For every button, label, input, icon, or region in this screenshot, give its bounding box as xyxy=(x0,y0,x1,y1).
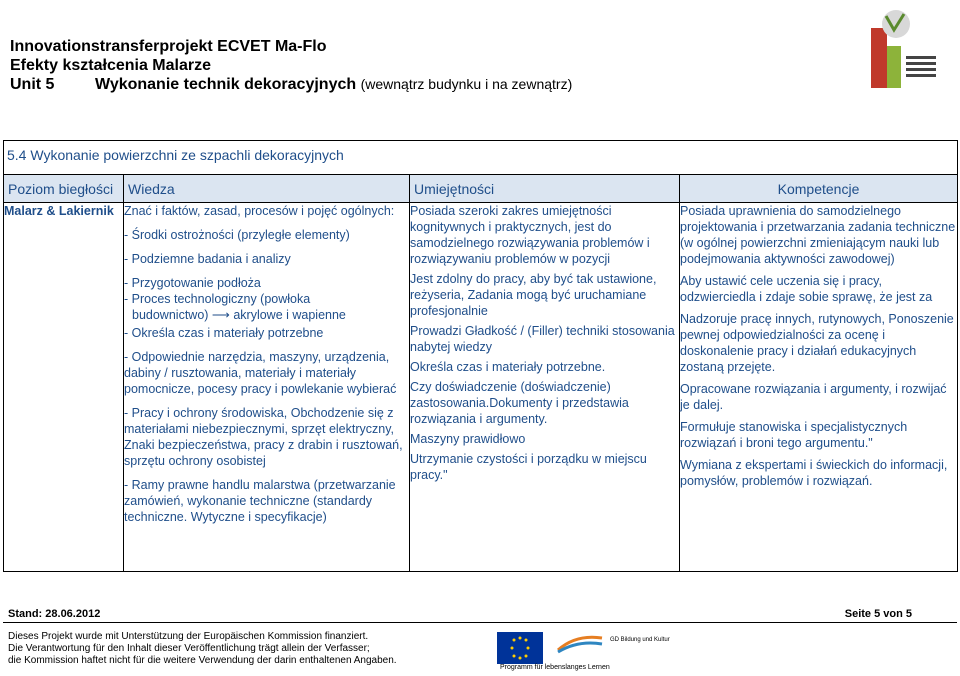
competence-item: Aby ustawić cele uczenia się i pracy, odzwierciedla i zdaje sobie sprawę, że jest za xyxy=(680,274,933,304)
competence-item: Wymiana z ekspertami i świeckich do informacji, pomysłów, problemów i rozwiązań. xyxy=(680,458,948,488)
footer-divider xyxy=(3,622,957,623)
doc-title-line2: Efekty kształcenia Malarze xyxy=(10,57,211,74)
unit-label: Unit 5 xyxy=(10,76,55,93)
knowledge-item: - Określa czas i materiały potrzebne xyxy=(124,326,324,340)
knowledge-cell xyxy=(124,203,410,572)
competence-item: Posiada uprawnienia do samodzielnego projektowania i przetwarzania zadania techniczne (w ogólnej powierzchni zmieniającym nauki lub podejmowania aktywności zawodowej) xyxy=(680,204,956,266)
knowledge-item: - Pracy i ochrony środowiska, Obchodzenie się z materiałami niebezpiecznymi, sprzęt elektryczny, Znaki bezpieczeństwa, pracy z drabin i rusztowań, sprzętu ochrony osobistej xyxy=(124,406,403,468)
header-level xyxy=(4,175,124,203)
skill-item: Utrzymanie czystości i porządku w miejscu pracy." xyxy=(410,452,647,482)
knowledge-item: - Proces technologiczny (powłoka xyxy=(124,292,311,306)
knowledge-subitem xyxy=(124,307,409,323)
page-number: Seite 5 von 5 xyxy=(844,608,912,620)
program-label: Programm für lebenslanges Lernen xyxy=(500,664,610,671)
header-competences xyxy=(680,175,958,203)
knowledge-item: - Środki ostrożności (przyległe elementy) xyxy=(124,228,350,242)
section-title: 5.4 Wykonanie powierzchni ze szpachli dekoracyjnych xyxy=(4,141,958,175)
skill-item: Posiada szeroki zakres umiejętności kognitywnych i praktycznych, jest do samodzielnego rozwiązywania problemów i rozwiązywaniu problemów w pozycji xyxy=(410,204,650,266)
gd-label: GD Bildung und Kultur xyxy=(610,637,670,643)
knowledge-item: - Ramy prawne handlu malarstwa (przetwarzanie zamówień, wykonanie techniczne (standardy techniczne. Wytyczne i specyfikacje) xyxy=(124,478,396,524)
role-cell: Malarz & Lakiernik xyxy=(4,203,124,572)
knowledge-intro: Znać i faktów, zasad, procesów i pojęć ogólnych: xyxy=(124,204,395,218)
skill-item: Czy doświadczenie (doświadczenie) zastosowania.Dokumenty i przedstawia rozwiązania i argumenty. xyxy=(410,380,629,426)
skill-item: Maszyny prawidłowo xyxy=(410,432,526,446)
disclaimer-line: Dieses Projekt wurde mit Unterstützung der Europäischen Kommission finanziert. xyxy=(8,631,369,642)
header-skills xyxy=(410,175,680,203)
doc-title-unit xyxy=(10,75,572,94)
ecvet-logo xyxy=(868,6,944,90)
gd-logo-icon xyxy=(556,632,604,654)
competence-table xyxy=(3,140,958,572)
header-knowledge-label: Wiedza xyxy=(128,180,175,197)
skill-item: Jest zdolny do pracy, aby być tak ustawione, reżyseria, Zadania mogą być uruchamiane profesjonalnie xyxy=(410,272,657,318)
competence-item: Opracowane rozwiązania i argumenty, i rozwijać je dalej. xyxy=(680,382,947,412)
knowledge-item: - Przygotowanie podłoża xyxy=(124,276,261,290)
header-skills-label: Umiejętności xyxy=(414,180,495,197)
arrow-icon: ⟶ xyxy=(211,308,230,322)
header-competences-label: Kompetencje xyxy=(777,180,860,197)
stand-date: Stand: 28.06.2012 xyxy=(8,608,101,620)
competence-item: Nadzoruje pracę innych, rutynowych, Ponoszenie pewnej odpowiedzialności za ocenę i doskonalenie pracy i działań edukacyjnych zostaną przejęte. xyxy=(680,312,954,374)
doc-title-line1: Innovationstransferprojekt ECVET Ma-Flo xyxy=(10,38,327,55)
skill-item: Prowadzi Gładkość / (Filler) techniki stosowania nabytej wiedzy xyxy=(410,324,675,354)
knowledge-item: - Odpowiednie narzędzia, maszyny, urządzenia, dabiny / rusztowania, materiały i materiały pomocnicze, pocesy pracy i powlekanie wybierać xyxy=(124,350,397,396)
knowledge-item: - Podziemne badania i analizy xyxy=(124,252,291,266)
skill-item: Określa czas i materiały potrzebne. xyxy=(410,360,606,374)
unit-title: Wykonanie technik dekoracyjnych xyxy=(95,76,357,93)
competence-item: Formułuje stanowiska i specjalistycznych rozwiązań i broni tego argumentu." xyxy=(680,420,908,450)
header-knowledge xyxy=(124,175,410,203)
eu-flag-icon xyxy=(497,632,543,664)
header-level-label: Poziom biegłości xyxy=(8,180,114,197)
skills-cell xyxy=(410,203,680,572)
knowledge-subitem-a: budownictwo) xyxy=(132,308,209,322)
knowledge-subitem-b: akrylowe i wapienne xyxy=(233,308,346,322)
disclaimer-line: Die Verantwortung für den Inhalt dieser Veröffentlichung trägt allein der Verfasser; xyxy=(8,643,370,654)
disclaimer-line: die Kommission haftet nicht für die weitere Verwendung der darin enthaltenen Angaben. xyxy=(8,655,397,666)
competences-cell xyxy=(680,203,958,572)
unit-subtitle: (wewnątrz budynku i na zewnątrz) xyxy=(360,76,573,92)
